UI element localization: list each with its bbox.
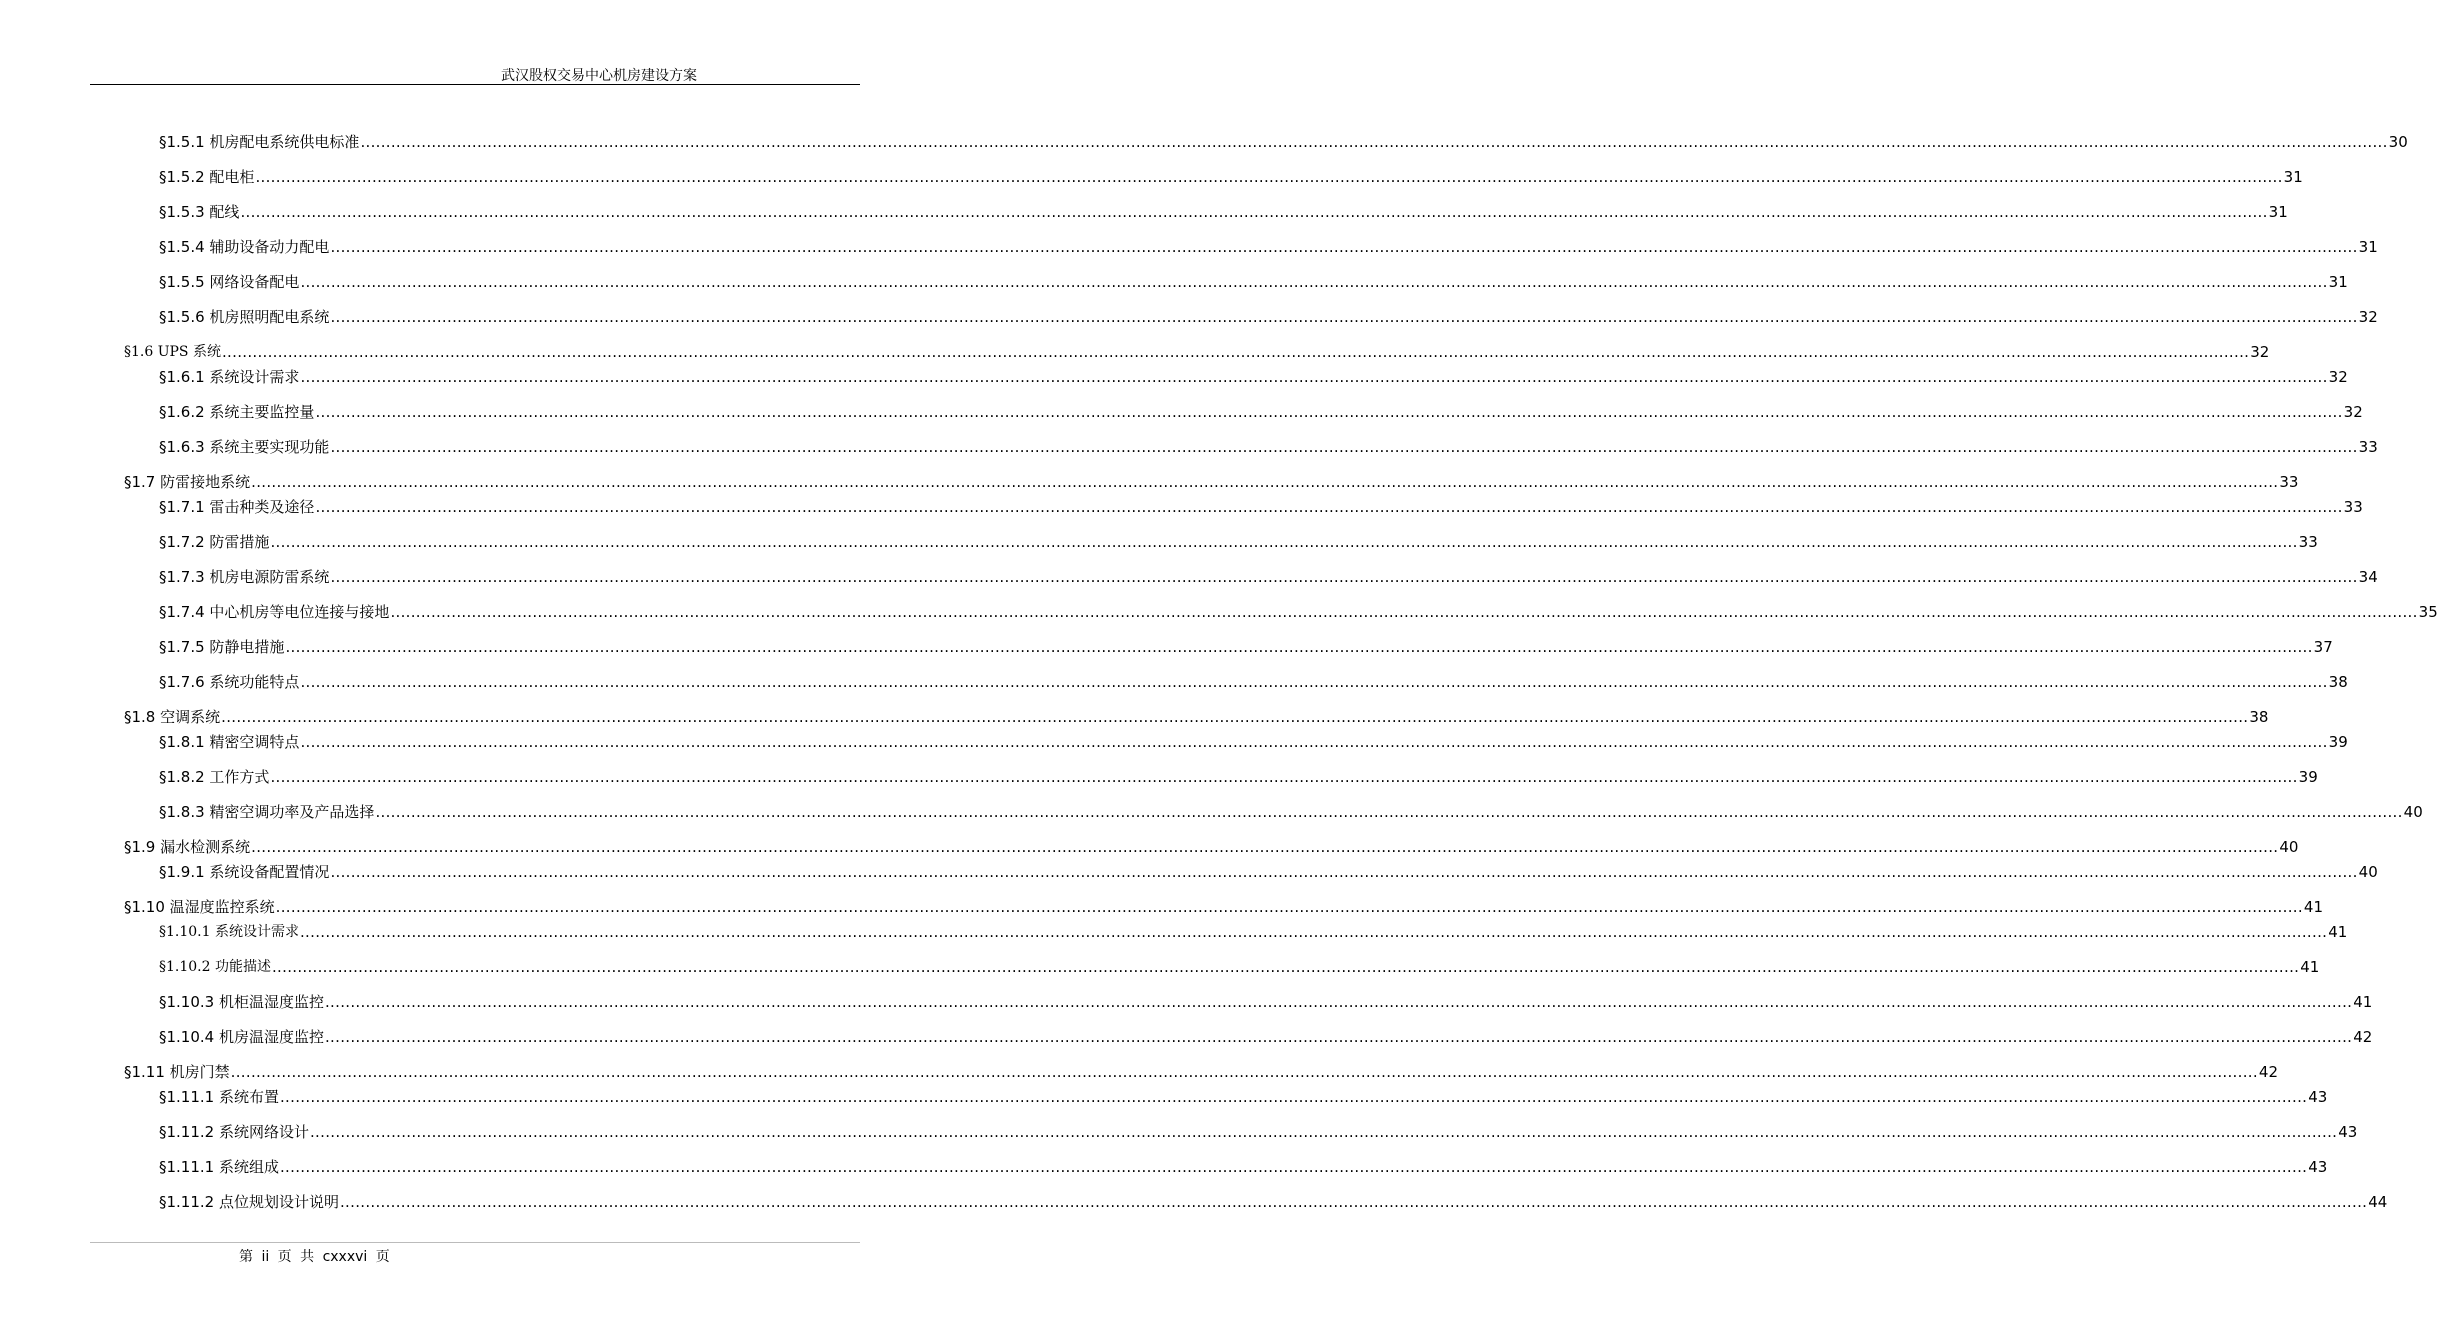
- toc-entry[interactable]: [0, 1057, 2278, 1081]
- toc-entry[interactable]: [0, 797, 2423, 821]
- toc-entry-title: §1.9.1 系统设备配置情况: [159, 863, 330, 881]
- toc-entry-title: §1.7.6 系统功能特点: [159, 673, 300, 691]
- toc-entry-page: 41: [2353, 993, 2373, 1011]
- toc-entry-title: §1.10.4 机房温湿度监控: [159, 1028, 324, 1046]
- toc-entry-title: §1.6.2 系统主要监控量: [159, 403, 315, 421]
- toc-entry-page: 43: [2308, 1088, 2328, 1106]
- toc-entry-page: 32: [2343, 403, 2363, 421]
- toc-entry-page: 42: [2258, 1063, 2278, 1081]
- footer-divider: [90, 1242, 860, 1243]
- toc-dot-leader: ................................................................................................................................................................................................................................................................................................................................................................................................................: [330, 238, 2358, 256]
- toc-entry-title: §1.10 温湿度监控系统: [124, 898, 275, 916]
- toc-entry-page: 31: [2268, 203, 2288, 221]
- toc-entry-page: 33: [2358, 438, 2378, 456]
- toc-entry-page: 40: [2403, 803, 2423, 821]
- toc-entry[interactable]: [0, 562, 2378, 586]
- toc-entry-title: §1.8.3 精密空调功率及产品选择: [159, 803, 375, 821]
- toc-entry[interactable]: [0, 832, 2299, 856]
- toc-dot-leader: ................................................................................................................................................................................................................................................................................................................................................................................................................: [251, 473, 2279, 491]
- toc-entry[interactable]: [0, 492, 2363, 516]
- toc-dot-leader: ................................................................................................................................................................................................................................................................................................................................................................................................................: [271, 958, 2300, 976]
- toc-dot-leader: ................................................................................................................................................................................................................................................................................................................................................................................................................: [309, 1123, 2338, 1141]
- toc-dot-leader: ................................................................................................................................................................................................................................................................................................................................................................................................................: [324, 1028, 2353, 1046]
- toc-dot-leader: ................................................................................................................................................................................................................................................................................................................................................................................................................: [285, 638, 2313, 656]
- toc-entry-title: §1.10.3 机柜温湿度监控: [159, 993, 324, 1011]
- toc-entry-page: 32: [2250, 343, 2270, 361]
- toc-entry[interactable]: [0, 197, 2288, 221]
- toc-dot-leader: ................................................................................................................................................................................................................................................................................................................................................................................................................: [300, 733, 2328, 751]
- toc-dot-leader: ................................................................................................................................................................................................................................................................................................................................................................................................................: [270, 533, 2298, 551]
- toc-entry[interactable]: [0, 1082, 2328, 1106]
- toc-entry-page: 33: [2279, 473, 2299, 491]
- toc-entry[interactable]: [0, 597, 2438, 621]
- toc-entry[interactable]: [0, 267, 2348, 291]
- toc-entry[interactable]: [0, 917, 2348, 941]
- toc-entry-title: §1.5.2 配电柜: [159, 168, 255, 186]
- toc-dot-leader: ................................................................................................................................................................................................................................................................................................................................................................................................................: [275, 898, 2303, 916]
- toc-dot-leader: ................................................................................................................................................................................................................................................................................................................................................................................................................: [330, 308, 2358, 326]
- toc-entry-page: 44: [2368, 1193, 2388, 1211]
- toc-dot-leader: ................................................................................................................................................................................................................................................................................................................................................................................................................: [300, 673, 2328, 691]
- toc-entry-title: §1.5.3 配线: [159, 203, 240, 221]
- toc-entry-page: 38: [2249, 708, 2269, 726]
- toc-dot-leader: ................................................................................................................................................................................................................................................................................................................................................................................................................: [221, 708, 2249, 726]
- toc-dot-leader: ................................................................................................................................................................................................................................................................................................................................................................................................................: [330, 568, 2358, 586]
- toc-entry[interactable]: [0, 337, 2270, 361]
- toc-entry-title: §1.5.6 机房照明配电系统: [159, 308, 330, 326]
- toc-entry-title: §1.11.1 系统布置: [159, 1088, 279, 1106]
- toc-entry[interactable]: [0, 892, 2323, 916]
- toc-entry-title: §1.7.5 防静电措施: [159, 638, 285, 656]
- toc-entry-title: §1.6 UPS 系统: [124, 344, 221, 360]
- toc-dot-leader: ................................................................................................................................................................................................................................................................................................................................................................................................................: [279, 1088, 2308, 1106]
- toc-dot-leader: ................................................................................................................................................................................................................................................................................................................................................................................................................: [330, 863, 2358, 881]
- toc-entry-title: §1.6.1 系统设计需求: [159, 368, 300, 386]
- toc-dot-leader: ................................................................................................................................................................................................................................................................................................................................................................................................................: [240, 203, 2268, 221]
- page-number: 第 ii 页 共 cxxxvi 页: [239, 1249, 390, 1265]
- toc-entry-title: §1.7.2 防雷措施: [159, 533, 270, 551]
- toc-dot-leader: ................................................................................................................................................................................................................................................................................................................................................................................................................: [300, 368, 2328, 386]
- toc-entry-title: §1.5.5 网络设备配电: [159, 273, 300, 291]
- toc-entry-title: §1.10.1 系统设计需求: [159, 924, 299, 940]
- toc-entry[interactable]: [0, 1187, 2388, 1211]
- toc-entry-page: 39: [2328, 733, 2348, 751]
- toc-entry-page: 43: [2308, 1158, 2328, 1176]
- toc-dot-leader: ................................................................................................................................................................................................................................................................................................................................................................................................................: [324, 993, 2353, 1011]
- toc-entry[interactable]: [0, 527, 2318, 551]
- toc-entry-page: 35: [2418, 603, 2438, 621]
- toc-entry-title: §1.7.4 中心机房等电位连接与接地: [159, 603, 390, 621]
- toc-dot-leader: ................................................................................................................................................................................................................................................................................................................................................................................................................: [315, 403, 2343, 421]
- toc-entry-title: §1.8.2 工作方式: [159, 768, 270, 786]
- toc-entry-page: 41: [2328, 923, 2348, 941]
- toc-entry-page: 31: [2358, 238, 2378, 256]
- toc-entry-title: §1.7 防雷接地系统: [124, 473, 251, 491]
- toc-entry[interactable]: [0, 857, 2378, 881]
- toc-entry-title: §1.11.1 系统组成: [159, 1158, 279, 1176]
- toc-dot-leader: ................................................................................................................................................................................................................................................................................................................................................................................................................: [360, 133, 2388, 151]
- toc-entry-page: 34: [2358, 568, 2378, 586]
- toc-entry-title: §1.7.3 机房电源防雷系统: [159, 568, 330, 586]
- toc-entry-page: 41: [2303, 898, 2323, 916]
- toc-dot-leader: ................................................................................................................................................................................................................................................................................................................................................................................................................: [251, 838, 2279, 856]
- toc-entry-page: 32: [2358, 308, 2378, 326]
- toc-entry[interactable]: [0, 232, 2378, 256]
- toc-entry[interactable]: [0, 952, 2320, 976]
- toc-entry-title: §1.10.2 功能描述: [159, 959, 271, 975]
- toc-entry[interactable]: [0, 397, 2363, 421]
- toc-entry[interactable]: [0, 1117, 2358, 1141]
- toc-dot-leader: ................................................................................................................................................................................................................................................................................................................................................................................................................: [315, 498, 2343, 516]
- toc-entry[interactable]: [0, 987, 2373, 1011]
- toc-entry-page: 33: [2298, 533, 2318, 551]
- toc-entry[interactable]: [0, 362, 2348, 386]
- toc-entry[interactable]: [0, 727, 2348, 751]
- toc-entry-page: 40: [2279, 838, 2299, 856]
- toc-entry-title: §1.8.1 精密空调特点: [159, 733, 300, 751]
- toc-entry-page: 31: [2328, 273, 2348, 291]
- toc-entry-page: 31: [2283, 168, 2303, 186]
- toc-dot-leader: ................................................................................................................................................................................................................................................................................................................................................................................................................: [255, 168, 2283, 186]
- toc-entry[interactable]: [0, 762, 2318, 786]
- toc-entry-title: §1.9 漏水检测系统: [124, 838, 251, 856]
- toc-entry-title: §1.7.1 雷击种类及途径: [159, 498, 315, 516]
- toc-entry-page: 42: [2353, 1028, 2373, 1046]
- toc-dot-leader: ................................................................................................................................................................................................................................................................................................................................................................................................................: [300, 273, 2328, 291]
- toc-entry-title: §1.8 空调系统: [124, 708, 221, 726]
- toc-entry-page: 39: [2298, 768, 2318, 786]
- toc-entry-page: 37: [2313, 638, 2333, 656]
- toc-entry[interactable]: [0, 702, 2269, 726]
- toc-dot-leader: ................................................................................................................................................................................................................................................................................................................................................................................................................: [230, 1063, 2258, 1081]
- toc-dot-leader: ................................................................................................................................................................................................................................................................................................................................................................................................................: [390, 603, 2418, 621]
- toc-entry[interactable]: [0, 632, 2333, 656]
- toc-entry-title: §1.5.4 辅助设备动力配电: [159, 238, 330, 256]
- toc-entry[interactable]: [0, 1022, 2373, 1046]
- toc-dot-leader: ................................................................................................................................................................................................................................................................................................................................................................................................................: [299, 923, 2328, 941]
- toc-entry-page: 43: [2338, 1123, 2358, 1141]
- toc-entry[interactable]: [0, 467, 2299, 491]
- toc-entry-page: 40: [2358, 863, 2378, 881]
- document-title: 武汉股权交易中心机房建设方案: [501, 68, 697, 84]
- toc-entry-page: 32: [2328, 368, 2348, 386]
- toc-entry[interactable]: [0, 302, 2378, 326]
- toc-dot-leader: ................................................................................................................................................................................................................................................................................................................................................................................................................: [221, 343, 2250, 361]
- toc-entry-page: 33: [2343, 498, 2363, 516]
- toc-entry[interactable]: [0, 162, 2303, 186]
- toc-dot-leader: ................................................................................................................................................................................................................................................................................................................................................................................................................: [279, 1158, 2308, 1176]
- toc-dot-leader: ................................................................................................................................................................................................................................................................................................................................................................................................................: [330, 438, 2358, 456]
- toc-entry[interactable]: [0, 432, 2378, 456]
- toc-entry[interactable]: [0, 127, 2408, 151]
- header-divider: [90, 84, 860, 85]
- toc-entry-title: §1.6.3 系统主要实现功能: [159, 438, 330, 456]
- toc-entry[interactable]: [0, 1152, 2328, 1176]
- toc-dot-leader: ................................................................................................................................................................................................................................................................................................................................................................................................................: [375, 803, 2403, 821]
- toc-entry-title: §1.11.2 系统网络设计: [159, 1123, 309, 1141]
- toc-entry-title: §1.5.1 机房配电系统供电标准: [159, 133, 360, 151]
- toc-entry-page: 41: [2300, 958, 2320, 976]
- toc-entry-title: §1.11 机房门禁: [124, 1063, 230, 1081]
- toc-entry[interactable]: [0, 667, 2348, 691]
- toc-entry-page: 30: [2388, 133, 2408, 151]
- toc-entry-title: §1.11.2 点位规划设计说明: [159, 1193, 339, 1211]
- toc-entry-page: 38: [2328, 673, 2348, 691]
- toc-dot-leader: ................................................................................................................................................................................................................................................................................................................................................................................................................: [339, 1193, 2368, 1211]
- toc-dot-leader: ................................................................................................................................................................................................................................................................................................................................................................................................................: [270, 768, 2298, 786]
